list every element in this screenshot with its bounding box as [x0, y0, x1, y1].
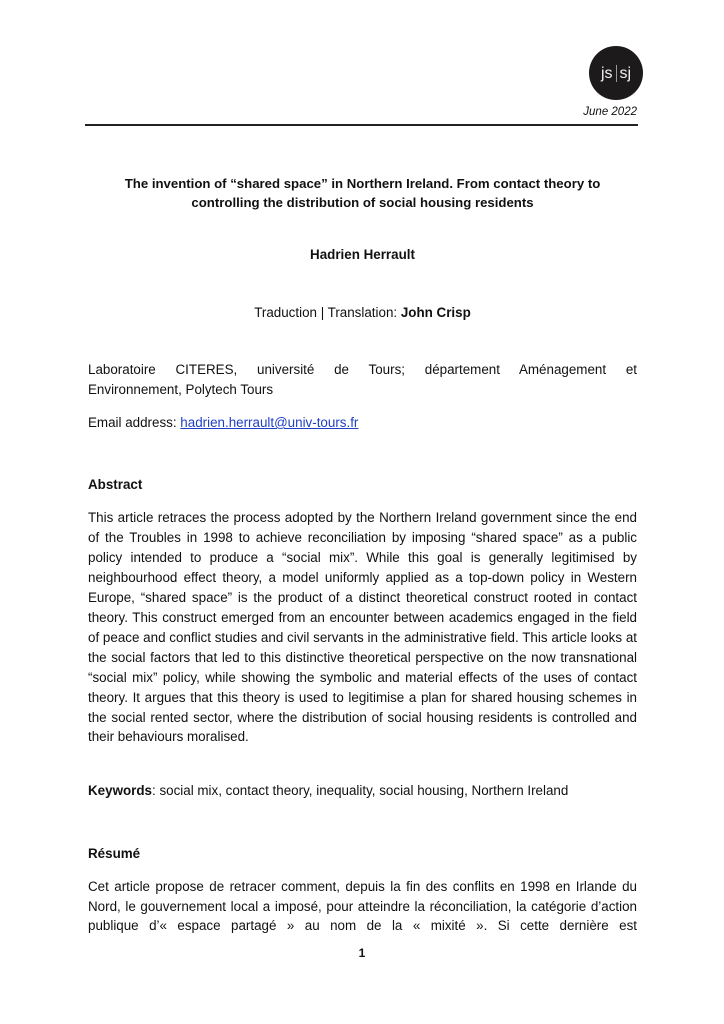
page-number: 1 — [358, 946, 366, 960]
logo-divider — [616, 65, 617, 82]
author-affiliation — [88, 360, 637, 399]
keywords — [88, 781, 637, 801]
translation-credit — [88, 303, 637, 323]
keywords-text: : social mix, contact theory, inequality, social housing, Northern Ireland — [152, 783, 569, 798]
author-name: Hadrien Herrault — [310, 247, 415, 262]
email-label: Email address: — [88, 415, 181, 430]
affiliation-line-2: Environnement, Polytech Tours — [88, 381, 274, 397]
affiliation-line-1: Laboratoire CITERES, université de Tours; département Aménagement et — [88, 362, 637, 377]
translation-label: Traduction | Translation: — [254, 305, 401, 320]
article-title: The invention of “shared space” in Northern Ireland. From contact theory to controlling the distribution of social housing residents — [124, 176, 601, 210]
email-link[interactable]: hadrien.herrault@univ-tours.fr — [180, 415, 359, 430]
keywords-label: Keywords — [88, 783, 152, 798]
author-email — [88, 413, 637, 433]
resume-text: Cet article propose de retracer comment, depuis la fin des conflits en 1998 en Irlande du Nord, le gouvernement local a imposé, pour atteindre la réconciliation, la catégorie d’action publique d’« espace partagé » au nom de la « mixité ». Si cette dernière est — [88, 879, 637, 934]
issue-date: June 2022 — [583, 106, 637, 118]
header-rule — [85, 124, 638, 126]
abstract-heading: Abstract — [88, 477, 143, 492]
translator-name: John Crisp — [400, 305, 471, 320]
logo-text — [601, 65, 631, 83]
logo-right-text: sj — [619, 64, 632, 82]
resume-heading: Résumé — [88, 846, 141, 861]
logo-left-text: js — [600, 64, 613, 82]
abstract-text: This article retraces the process adopted by the Northern Ireland government since the end of the Troubles in 1998 to achieve reconciliation by imposing “shared space” as a public policy intended to produce a “social mix”. While this goal is generally legitimised by neighbourhood effect theory, a model uniformly applied as a top-down policy in Western Europe, “shared space” is the product of a distinct theoretical construct rooted in contact theory. This construct emerged from an encounter between academics engaged in the field of peace and conflict studies and civil servants in the administrative field. This article looks at the social factors that led to this distinctive theoretical perspective on the now transnational “social mix” policy, while showing the symbolic and material effects of the uses of contact theory. It argues that this theory is used to legitimise a plan for shared housing schemes in the social rented sector, where the distribution of social housing residents is controlled and their behaviours moralised. — [88, 510, 637, 745]
jssj-logo — [589, 46, 643, 100]
